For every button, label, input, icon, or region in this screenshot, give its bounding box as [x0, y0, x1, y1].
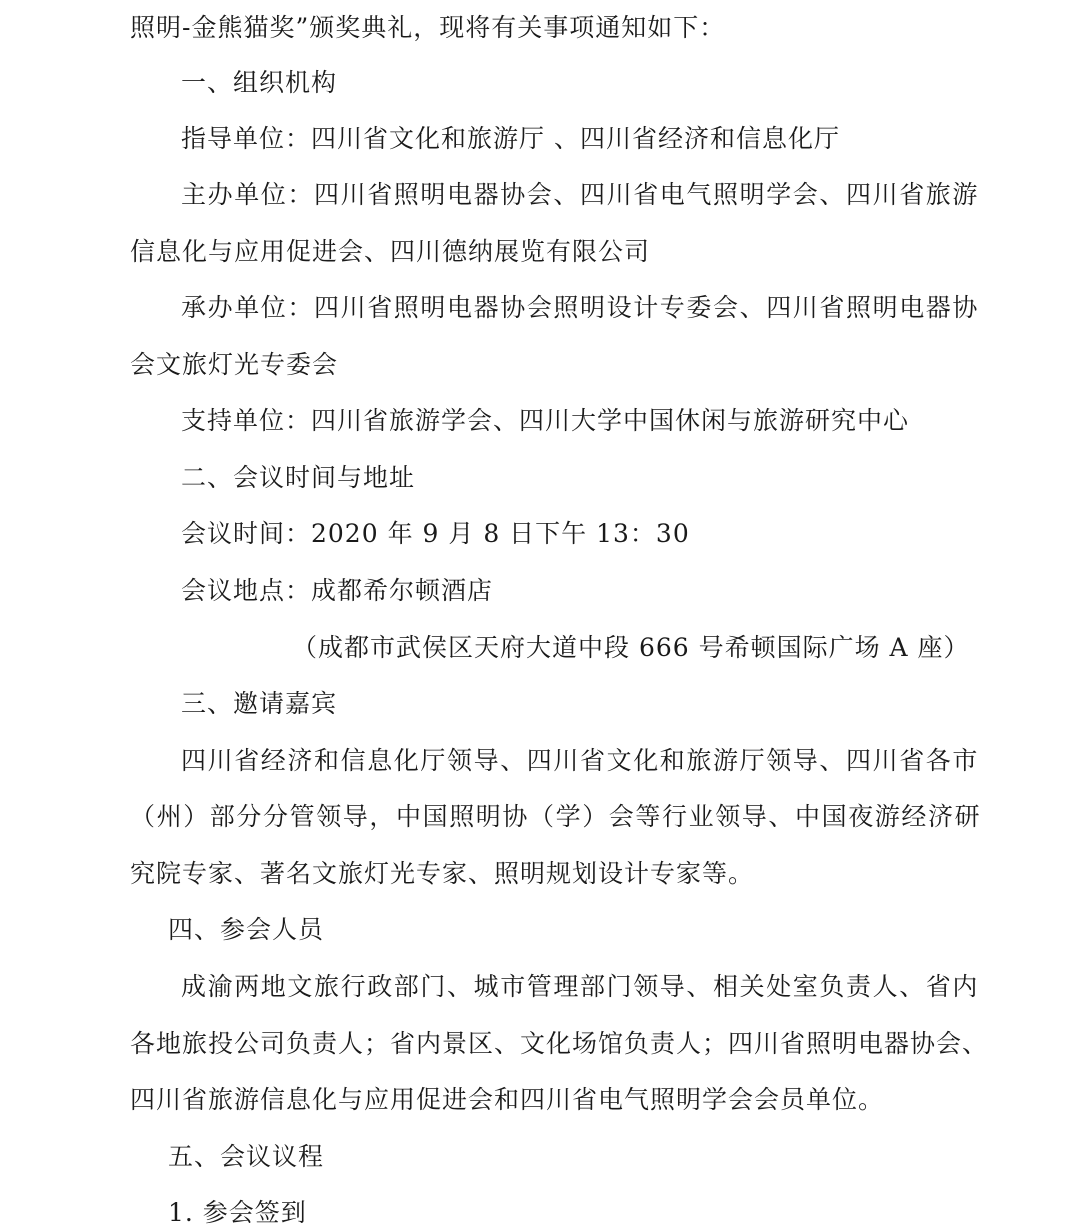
intro-tail-line: 照明-金熊猫奖”颁奖典礼，现将有关事项通知如下：: [130, 13, 726, 42]
guests-line-1: 四川省经济和信息化厅领导、四川省文化和旅游厅领导、四川省各市: [181, 746, 980, 775]
section4-heading: 四、参会人员: [168, 915, 325, 944]
attendees-line-3: 四川省旅游信息化与应用促进会和四川省电气照明学会会员单位。: [130, 1085, 885, 1114]
meeting-address-line: （成都市武侯区天府大道中段 666 号希顿国际广场 A 座）: [292, 633, 970, 662]
organizer-units-line-2: 会文旅灯光专委会: [130, 350, 339, 379]
attendees-line-1: 成渝两地文旅行政部门、城市管理部门领导、相关处室负责人、省内: [181, 972, 980, 1001]
section1-heading: 一、组织机构: [181, 68, 338, 97]
guidance-units-line: 指导单位：四川省文化和旅游厅 、四川省经济和信息化厅: [181, 124, 840, 153]
host-units-line-1: 主办单位：四川省照明电器协会、四川省电气照明学会、四川省旅游: [181, 180, 980, 209]
guests-line-3: 究院专家、著名文旅灯光专家、照明规划设计专家等。: [130, 859, 755, 888]
meeting-place-line: 会议地点：成都希尔顿酒店: [181, 576, 494, 605]
section5-heading: 五、会议议程: [168, 1142, 325, 1171]
section3-heading: 三、邀请嘉宾: [181, 689, 338, 718]
meeting-time-line: 会议时间：2020 年 9 月 8 日下午 13：30: [181, 519, 690, 548]
organizer-units-line-1: 承办单位：四川省照明电器协会照明设计专委会、四川省照明电器协: [181, 293, 980, 322]
agenda-item-1: 1. 参会签到: [168, 1198, 307, 1227]
section2-heading: 二、会议时间与地址: [181, 463, 416, 492]
attendees-line-2: 各地旅投公司负责人；省内景区、文化场馆负责人；四川省照明电器协会、: [130, 1029, 989, 1058]
guests-line-2: （州）部分分管领导，中国照明协（学）会等行业领导、中国夜游经济研: [130, 802, 982, 831]
host-units-line-2: 信息化与应用促进会、四川德纳展览有限公司: [130, 237, 651, 266]
support-units-line: 支持单位：四川省旅游学会、四川大学中国休闲与旅游研究中心: [181, 406, 910, 435]
